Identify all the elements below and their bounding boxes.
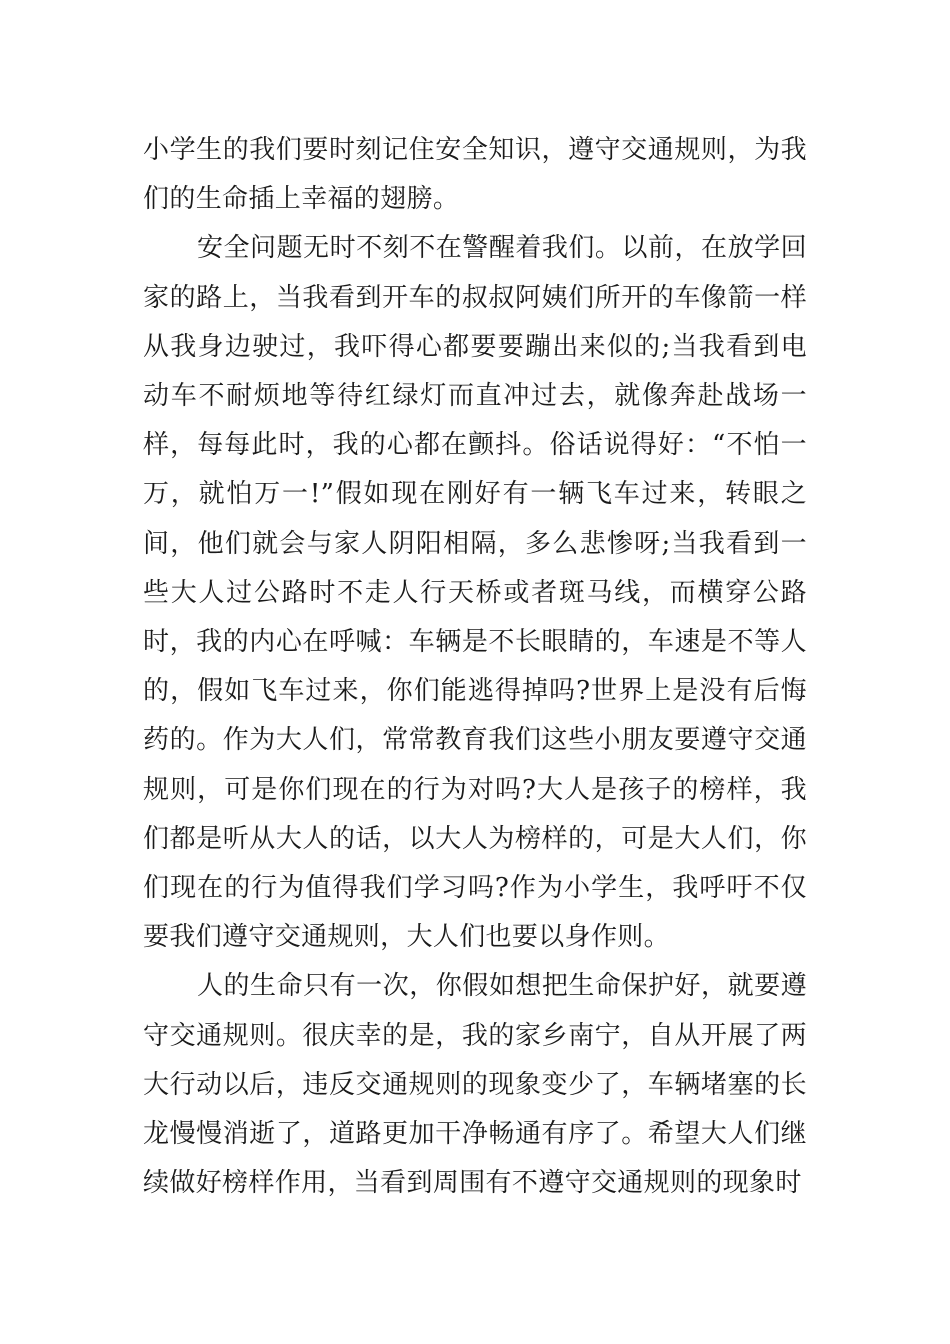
body-text	[143, 126, 807, 1208]
paragraph-2: 安全问题无时不刻不在警醒着我们。以前，在放学回家的路上，当我看到开车的叔叔阿姨们所开的车像箭一样从我身边驶过，我吓得心都要要蹦出来似的;当我看到电动车不耐烦地等待红绿灯而直冲过去，就像奔赴战场一样，每每此时，我的心都在颤抖。俗话说得好：“不怕一万，就怕万一!”假如现在刚好有一辆飞车过来，转眼之间，他们就会与家人阴阳相隔，多么悲惨呀;当我看到一些大人过公路时不走人行天桥或者斑马线，而横穿公路时，我的内心在呼喊：车辆是不长眼睛的，车速是不等人的，假如飞车过来，你们能逃得掉吗?世界上是没有后悔药的。作为大人们，常常教育我们这些小朋友要遵守交通规则，可是你们现在的行为对吗?大人是孩子的榜样，我们都是听从大人的话，以大人为榜样的，可是大人们，你们现在的行为值得我们学习吗?作为小学生，我呼吁不仅要我们遵守交通规则，大人们也要以身作则。	[143, 233, 807, 953]
paragraph-3: 人的生命只有一次，你假如想把生命保护好，就要遵守交通规则。很庆幸的是，我的家乡南宁，自从开展了两大行动以后，违反交通规则的现象变少了，车辆堵塞的长龙慢慢消逝了，道路更加干净畅通有序了。希望大人们继续做好榜样作用，当看到周围有不遵守交通规则的现象时	[143, 971, 807, 1199]
paragraph-1: 小学生的我们要时刻记住安全知识，遵守交通规则，为我们的生命插上幸福的翅膀。	[143, 135, 807, 215]
